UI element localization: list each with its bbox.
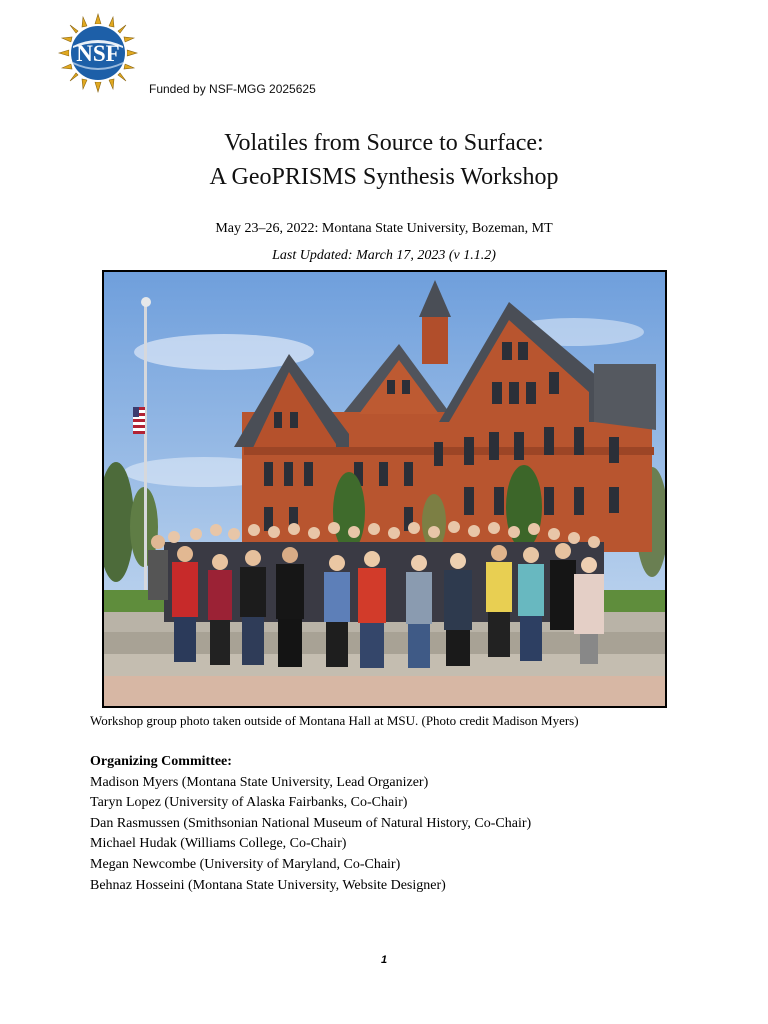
photo-caption: Workshop group photo taken outside of Montana Hall at MSU. (Photo credit Madison Myers) [90, 713, 579, 728]
last-updated: Last Updated: March 17, 2023 (v 1.1.2) [272, 248, 496, 263]
committee-member: Megan Newcombe (University of Maryland, Co-Chair) [90, 856, 401, 872]
funding-note: Funded by NSF-MGG 2025625 [149, 82, 316, 96]
organizing-committee [90, 752, 531, 896]
workshop-dates: May 23–26, 2022: Montana State University, Bozeman, MT [215, 221, 553, 236]
committee-member: Dan Rasmussen (Smithsonian National Museum of Natural History, Co-Chair) [90, 815, 532, 831]
nsf-logo [57, 12, 139, 94]
title-line-2: A GeoPRISMS Synthesis Workshop [209, 164, 559, 190]
committee-heading: Organizing Committee: [90, 754, 232, 769]
workshop-title [0, 126, 768, 194]
logo-text: NSF [76, 41, 120, 66]
committee-member: Madison Myers (Montana State University, Lead Organizer) [90, 774, 429, 790]
page-number: 1 [380, 954, 388, 966]
group-photo [102, 270, 667, 708]
title-line-1: Volatiles from Source to Surface: [224, 130, 544, 156]
committee-member: Michael Hudak (Williams College, Co-Chair) [90, 836, 347, 852]
committee-member: Behnaz Hosseini (Montana State University, Website Designer) [90, 877, 446, 893]
committee-member: Taryn Lopez (University of Alaska Fairbanks, Co-Chair) [90, 795, 408, 811]
